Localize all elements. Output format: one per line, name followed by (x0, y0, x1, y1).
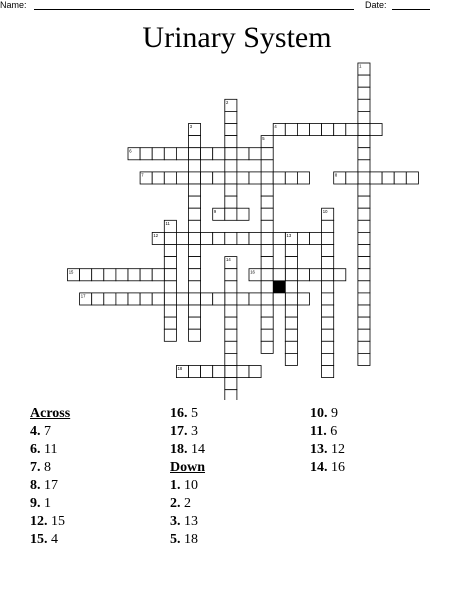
grid-cell[interactable] (285, 305, 297, 317)
clue-item: 1. 10 (170, 478, 198, 493)
grid-cell[interactable] (358, 329, 370, 341)
grid-cell[interactable] (164, 245, 176, 257)
grid-cell[interactable] (322, 293, 334, 305)
grid-cell[interactable] (334, 124, 346, 136)
clue-list (0, 405, 474, 605)
grid-cell[interactable] (249, 148, 261, 160)
grid-cell[interactable] (164, 172, 176, 184)
grid-cell[interactable] (358, 111, 370, 123)
grid-cell[interactable] (322, 245, 334, 257)
page-title: Urinary System (142, 21, 332, 54)
grid-clue-number: 8 (334, 172, 338, 178)
grid-cell[interactable] (297, 172, 309, 184)
grid-clue-number: 4 (274, 124, 277, 130)
grid-cell[interactable] (261, 293, 273, 305)
grid-cell[interactable] (237, 208, 249, 220)
grid-cell[interactable] (189, 269, 201, 281)
grid-cell[interactable] (358, 293, 370, 305)
grid-cell[interactable] (285, 317, 297, 329)
grid-cell[interactable] (322, 281, 334, 293)
grid-cell[interactable] (273, 269, 285, 281)
grid-cell[interactable] (358, 305, 370, 317)
grid-clue-number: 5 (262, 136, 265, 142)
grid-cell[interactable] (213, 366, 225, 378)
grid-cell[interactable] (261, 172, 273, 184)
grid-cell[interactable] (189, 148, 201, 160)
grid-cell[interactable] (249, 366, 261, 378)
down-heading: Down (170, 460, 206, 475)
grid-cell[interactable] (128, 269, 140, 281)
grid-cell[interactable] (176, 293, 188, 305)
grid-cell[interactable] (249, 293, 261, 305)
grid-cell[interactable] (261, 232, 273, 244)
grid-cell[interactable] (201, 366, 213, 378)
grid-cell[interactable] (225, 124, 237, 136)
grid-cell[interactable] (164, 257, 176, 269)
grid-cell[interactable] (358, 148, 370, 160)
grid-cell[interactable] (370, 172, 382, 184)
grid-cell[interactable] (225, 184, 237, 196)
grid-cell[interactable] (261, 184, 273, 196)
grid-cell[interactable] (164, 281, 176, 293)
grid-cell[interactable] (358, 317, 370, 329)
grid-cell[interactable] (285, 257, 297, 269)
grid-cell[interactable] (213, 232, 225, 244)
grid-cell[interactable] (273, 232, 285, 244)
grid-cell[interactable] (261, 160, 273, 172)
clue-column-2 (170, 405, 205, 549)
grid-clue-number: 1 (359, 63, 362, 69)
grid-clue-number: 11 (165, 220, 170, 226)
grid-cell[interactable] (310, 124, 322, 136)
grid-cell[interactable] (237, 293, 249, 305)
grid-cell[interactable] (201, 232, 213, 244)
grid-clue-number: 12 (153, 233, 159, 238)
grid-cell[interactable] (225, 329, 237, 341)
grid-cell[interactable] (261, 196, 273, 208)
grid-cell[interactable] (237, 366, 249, 378)
grid-cell[interactable] (189, 196, 201, 208)
grid-cell[interactable] (382, 172, 394, 184)
grid-cell[interactable] (189, 160, 201, 172)
grid-cell[interactable] (322, 220, 334, 232)
grid-cell[interactable] (189, 220, 201, 232)
grid-cell[interactable] (225, 378, 237, 390)
grid-cell[interactable] (225, 111, 237, 123)
grid-cell[interactable] (80, 269, 92, 281)
grid-cell[interactable] (358, 160, 370, 172)
grid-cell[interactable] (297, 124, 309, 136)
grid-cell[interactable] (322, 366, 334, 378)
clue-item: 6. 11 (30, 442, 58, 457)
grid-cell[interactable] (358, 124, 370, 136)
grid-cell[interactable] (189, 136, 201, 148)
grid-cell[interactable] (176, 148, 188, 160)
grid-cell[interactable] (140, 269, 152, 281)
grid-cell[interactable] (358, 136, 370, 148)
clue-item: 14. 16 (310, 460, 345, 475)
name-label: Name: (0, 0, 27, 10)
grid-cell[interactable] (285, 124, 297, 136)
date-label: Date: (365, 0, 387, 10)
clue-item: 13. 12 (310, 442, 345, 457)
clue-item: 8. 17 (30, 478, 58, 493)
grid-clue-number: 9 (213, 208, 217, 214)
grid-cell[interactable] (152, 269, 164, 281)
grid-cell[interactable] (322, 232, 334, 244)
grid-cell[interactable] (358, 245, 370, 257)
clue-item: 5. 18 (170, 532, 198, 547)
grid-cell[interactable] (358, 87, 370, 99)
grid-cell[interactable] (358, 75, 370, 87)
grid-cell[interactable] (225, 293, 237, 305)
grid-cell[interactable] (322, 341, 334, 353)
grid-cell[interactable] (322, 317, 334, 329)
grid-cell[interactable] (225, 160, 237, 172)
grid-cell[interactable] (358, 184, 370, 196)
grid-cell[interactable] (225, 341, 237, 353)
grid-cell[interactable] (152, 172, 164, 184)
clue-item: 3. 13 (170, 514, 198, 529)
grid-clue-number: 18 (177, 366, 183, 372)
grid-cell[interactable] (285, 172, 297, 184)
grid-cell[interactable] (358, 269, 370, 281)
grid-cell[interactable] (176, 172, 188, 184)
grid-cell[interactable] (164, 269, 176, 281)
grid-cell[interactable] (261, 329, 273, 341)
grid-cell[interactable] (225, 148, 237, 160)
clue-item: 10. 9 (310, 406, 338, 421)
grid-cell[interactable] (92, 269, 104, 281)
grid-cell[interactable] (285, 329, 297, 341)
grid-cell[interactable] (237, 148, 249, 160)
grid-cell[interactable] (225, 232, 237, 244)
grid-cell[interactable] (261, 257, 273, 269)
grid-cell[interactable] (189, 232, 201, 244)
clue-item: 11. 6 (310, 424, 338, 439)
grid-clue-number: 7 (141, 172, 144, 178)
grid-clue-number: 6 (129, 148, 132, 154)
grid-cell[interactable] (261, 317, 273, 329)
grid-cell[interactable] (201, 172, 213, 184)
grid-cell[interactable] (164, 148, 176, 160)
grid-cell[interactable] (225, 208, 237, 220)
grid-clue-number: 14 (226, 257, 231, 263)
grid-cell[interactable] (358, 172, 370, 184)
grid-cell[interactable] (297, 269, 309, 281)
grid-cell[interactable] (189, 245, 201, 257)
grid-cell[interactable] (164, 329, 176, 341)
grid-cell[interactable] (225, 366, 237, 378)
blocked-cell (273, 281, 285, 293)
grid-cell[interactable] (164, 293, 176, 305)
grid-cell[interactable] (261, 148, 273, 160)
grid-cell[interactable] (273, 293, 285, 305)
grid-clue-number: 10 (322, 208, 328, 214)
grid-cell[interactable] (285, 293, 297, 305)
grid-cell[interactable] (225, 136, 237, 148)
grid-cell[interactable] (261, 220, 273, 232)
grid-cell[interactable] (285, 281, 297, 293)
grid-cell[interactable] (225, 390, 237, 400)
grid-cell[interactable] (261, 341, 273, 353)
grid-clue-number: 13 (286, 233, 292, 238)
grid-cell[interactable] (116, 293, 128, 305)
clue-item: 17. 3 (170, 424, 198, 439)
clue-item: 15. 4 (30, 532, 58, 547)
grid-cell[interactable] (346, 124, 358, 136)
grid-cell[interactable] (225, 353, 237, 365)
grid-clue-number: 3 (189, 124, 193, 130)
grid-cell[interactable] (273, 172, 285, 184)
grid-cell[interactable] (189, 172, 201, 184)
grid-cell[interactable] (322, 269, 334, 281)
grid-cell[interactable] (406, 172, 418, 184)
grid-cell[interactable] (358, 220, 370, 232)
grid-cell[interactable] (164, 317, 176, 329)
grid-cell[interactable] (189, 329, 201, 341)
grid-cell[interactable] (213, 293, 225, 305)
grid-cell[interactable] (104, 293, 116, 305)
grid-cell[interactable] (189, 366, 201, 378)
grid-cell[interactable] (261, 208, 273, 220)
grid-cell[interactable] (164, 305, 176, 317)
grid-cell[interactable] (322, 305, 334, 317)
grid-cell[interactable] (297, 232, 309, 244)
grid-cell[interactable] (189, 184, 201, 196)
grid-cell[interactable] (140, 148, 152, 160)
grid-cell[interactable] (261, 245, 273, 257)
clue-item: 2. 2 (170, 496, 191, 511)
grid-cell[interactable] (310, 232, 322, 244)
grid-cell[interactable] (297, 293, 309, 305)
grid-cell[interactable] (189, 317, 201, 329)
grid-cell[interactable] (189, 208, 201, 220)
clue-item: 9. 1 (30, 496, 51, 511)
grid-cell[interactable] (128, 293, 140, 305)
grid-cell[interactable] (213, 148, 225, 160)
clue-item: 12. 15 (30, 514, 65, 529)
grid-cell[interactable] (285, 341, 297, 353)
grid-cell[interactable] (116, 269, 128, 281)
grid-cell[interactable] (370, 124, 382, 136)
grid-cell[interactable] (358, 353, 370, 365)
clue-column-1 (30, 405, 70, 549)
grid-cell[interactable] (140, 293, 152, 305)
grid-cell[interactable] (358, 196, 370, 208)
grid-cell[interactable] (285, 269, 297, 281)
grid-cell[interactable] (346, 172, 358, 184)
clue-item: 16. 5 (170, 406, 198, 421)
clue-column-3 (310, 405, 345, 477)
grid-clue-number: 2 (226, 99, 229, 105)
grid-cell[interactable] (310, 269, 322, 281)
grid-cell[interactable] (322, 257, 334, 269)
grid-cell[interactable] (249, 232, 261, 244)
grid-cell[interactable] (225, 317, 237, 329)
grid-cell[interactable] (189, 281, 201, 293)
grid-cell[interactable] (225, 196, 237, 208)
grid-cell[interactable] (322, 329, 334, 341)
grid-cell[interactable] (189, 257, 201, 269)
clue-item: 7. 8 (30, 460, 51, 475)
grid-cell[interactable] (152, 293, 164, 305)
grid-cell[interactable] (189, 293, 201, 305)
grid-cell[interactable] (225, 281, 237, 293)
across-heading: Across (30, 406, 71, 421)
clue-item: 4. 7 (30, 424, 51, 439)
grid-cell[interactable] (176, 232, 188, 244)
grid-cell[interactable] (322, 124, 334, 136)
grid-clue-number: 16 (250, 269, 255, 275)
grid-cell[interactable] (213, 172, 225, 184)
grid-cell[interactable] (285, 245, 297, 257)
grid-cell[interactable] (201, 293, 213, 305)
grid-cell[interactable] (249, 172, 261, 184)
grid-cell[interactable] (358, 281, 370, 293)
grid-cell[interactable] (189, 305, 201, 317)
grid-cell[interactable] (358, 208, 370, 220)
grid-cell[interactable] (358, 232, 370, 244)
grid-cell[interactable] (237, 232, 249, 244)
grid-cell[interactable] (261, 305, 273, 317)
grid-clue-number: 17 (80, 293, 86, 299)
grid-cell[interactable] (92, 293, 104, 305)
grid-cell[interactable] (334, 269, 346, 281)
grid-cell[interactable] (261, 281, 273, 293)
grid-cell[interactable] (358, 257, 370, 269)
grid-cell[interactable] (261, 269, 273, 281)
grid-cell[interactable] (104, 269, 116, 281)
grid-cell[interactable] (164, 232, 176, 244)
grid-cell[interactable] (225, 172, 237, 184)
grid-cell[interactable] (322, 353, 334, 365)
grid-cell[interactable] (358, 99, 370, 111)
grid-cell[interactable] (201, 148, 213, 160)
grid-cell[interactable] (152, 148, 164, 160)
grid-cell[interactable] (358, 341, 370, 353)
grid-cell[interactable] (394, 172, 406, 184)
grid-clue-number: 15 (68, 269, 74, 275)
grid-cell[interactable] (225, 305, 237, 317)
clue-item: 18. 14 (170, 442, 205, 457)
grid-cell[interactable] (237, 172, 249, 184)
grid-cell[interactable] (225, 269, 237, 281)
grid-cell[interactable] (285, 353, 297, 365)
